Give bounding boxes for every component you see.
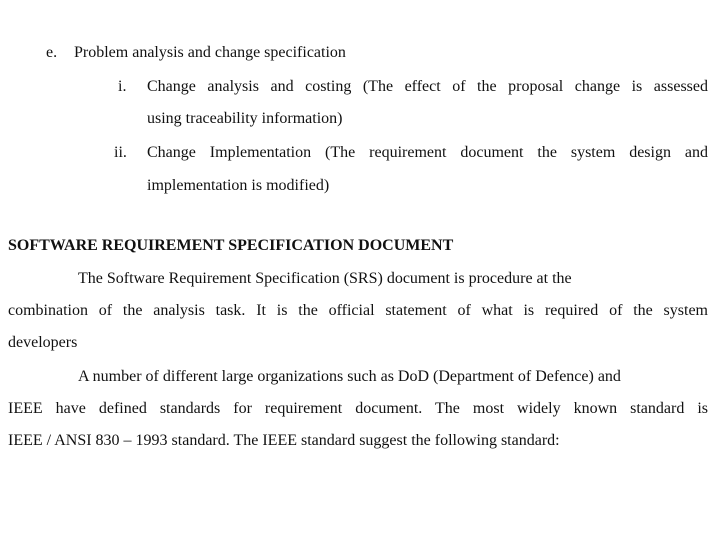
sublist-item-ii-line1: Change Implementation (The requirement document the system design and (147, 144, 708, 161)
sublist-item-i-line1: Change analysis and costing (The effect of the proposal change is assessed (147, 78, 708, 95)
list-marker-e: e. (46, 44, 58, 61)
sublist-marker-ii: ii. (114, 144, 127, 161)
para2-line3: IEEE / ANSI 830 – 1993 standard. The IEEE standard suggest the following standard: (8, 432, 560, 449)
sublist-item-i-line2: using traceability information) (147, 110, 343, 127)
section-heading: SOFTWARE REQUIREMENT SPECIFICATION DOCUMENT (8, 237, 454, 254)
para2-line1: A number of different large organizations such as DoD (Department of Defence) and (78, 368, 621, 385)
sublist-item-ii-line2: implementation is modified) (147, 177, 330, 194)
para2-line2: IEEE have defined standards for requirement document. The most widely known standard is (8, 400, 708, 417)
sublist-marker-i: i. (118, 78, 127, 95)
para1-line2: combination of the analysis task. It is the official statement of what is required of the system (8, 302, 708, 319)
para1-line3: developers (8, 334, 78, 351)
para1-line1: The Software Requirement Specification (SRS) document is procedure at the (78, 270, 572, 287)
list-item-e-text: Problem analysis and change specification (74, 44, 346, 61)
